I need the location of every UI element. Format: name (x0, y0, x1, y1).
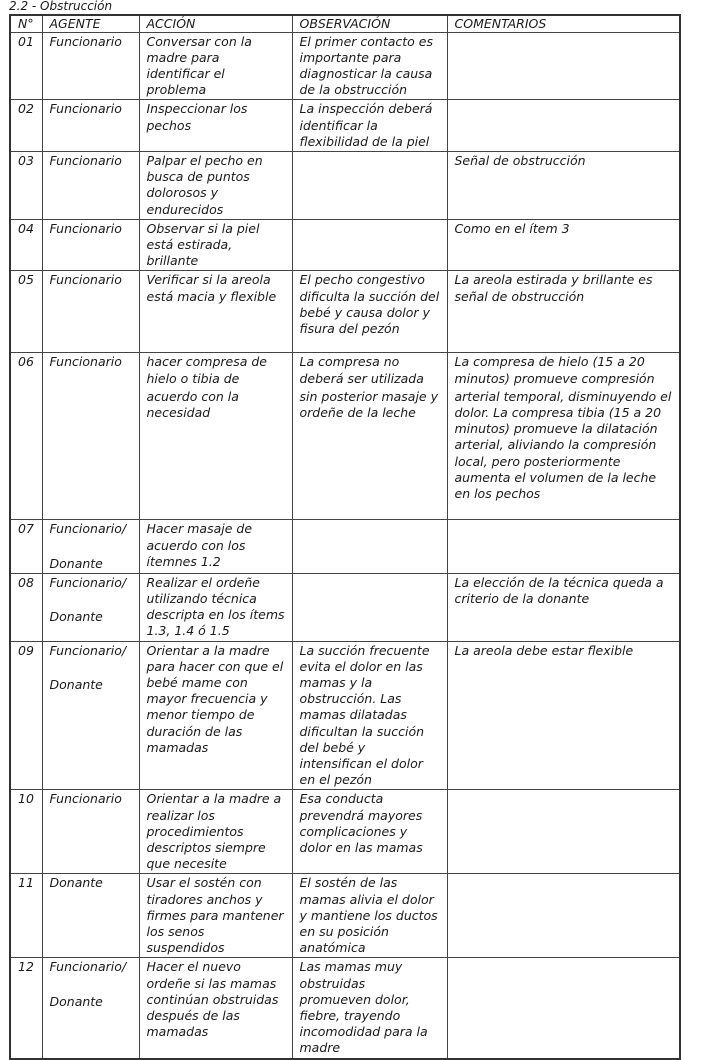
agent-line-2: Donante (49, 993, 103, 1009)
row-number: 02 (10, 100, 42, 152)
row-agent (42, 520, 139, 573)
row-action: Palpar el pecho en busca de puntos dolorosos y endurecidos (139, 151, 292, 219)
row-agent (42, 641, 139, 790)
row-action: Conversar con la madre para identificar el problema (139, 32, 292, 100)
table-row (10, 353, 680, 388)
row-comments: La areola estirada y brillante es señal de obstrucción (447, 271, 680, 353)
row-comments: La elección de la técnica queda a criterio de la donante (447, 573, 680, 641)
row-agent: Funcionario (42, 353, 139, 388)
row-number: 01 (10, 32, 42, 100)
row-action: Orientar a la madre a realizar los procedimientos descriptos siempre que necesite (139, 790, 292, 874)
row-agent (42, 958, 139, 1059)
row-number: 09 (10, 641, 42, 790)
row-number (10, 388, 42, 520)
row-comments (447, 790, 680, 874)
row-action: Verificar si la areola está macia y flexible (139, 271, 292, 353)
row-agent: Funcionario (42, 790, 139, 874)
row-action: Hacer masaje de acuerdo con los ítemnes 1.2 (139, 520, 292, 573)
table-row (10, 520, 680, 573)
table-row (10, 641, 680, 790)
row-number: 04 (10, 219, 42, 271)
agent-line-1: Funcionario/ (49, 959, 127, 975)
row-number: 03 (10, 151, 42, 219)
table-row (10, 790, 680, 874)
header-observation: OBSERVACIÓN (292, 15, 447, 32)
row-comments: La areola debe estar flexible (447, 641, 680, 790)
agent-line-2: Donante (49, 608, 103, 624)
agent-line-2: Donante (49, 555, 103, 571)
row-comments (447, 520, 680, 573)
agent-line-1: Funcionario/ (49, 574, 127, 590)
row-agent (42, 388, 139, 520)
table-row (10, 32, 680, 100)
row-observation: sin posterior masaje y ordeñe de la leche (292, 388, 447, 520)
row-action: Orientar a la madre para hacer con que el bebé mame con mayor frecuencia y menor tiempo de duración de las mamadas (139, 641, 292, 790)
row-number: 06 (10, 353, 42, 388)
row-comments (447, 874, 680, 958)
row-action: Realizar el ordeñe utilizando técnica descripta en los ítems 1.3, 1.4 ó 1.5 (139, 573, 292, 641)
row-comments: La compresa de hielo (15 a 20 minutos) promueve compresión (447, 353, 680, 388)
row-observation (292, 573, 447, 641)
agent-line-1: Funcionario/ (49, 642, 127, 658)
row-number: 12 (10, 958, 42, 1059)
row-number: 10 (10, 790, 42, 874)
header-row (10, 15, 680, 32)
row-observation: Esa conducta prevendrá mayores complicaciones y dolor en las mamas (292, 790, 447, 874)
table-row (10, 100, 680, 152)
row-agent (42, 573, 139, 641)
header-number: N° (10, 15, 42, 32)
row-agent: Funcionario (42, 271, 139, 353)
row-observation: El sostén de las mamas alivia el dolor y mantiene los ductos en su posición anatómica (292, 874, 447, 958)
agent-line-1: Funcionario/ (49, 521, 127, 537)
row-observation: Las mamas muy obstruidas promueven dolor, fiebre, trayendo incomodidad para la madre (292, 958, 447, 1059)
obstruction-procedure-table (9, 14, 681, 1060)
row-agent: Funcionario (42, 32, 139, 100)
row-observation (292, 151, 447, 219)
row-agent: Funcionario (42, 151, 139, 219)
row-observation (292, 219, 447, 271)
table-row (10, 151, 680, 219)
row-number: 08 (10, 573, 42, 641)
row-comments: Como en el ítem 3 (447, 219, 680, 271)
header-comments: COMENTARIOS (447, 15, 680, 32)
table-row (10, 958, 680, 1059)
row-agent: Donante (42, 874, 139, 958)
table-row (10, 219, 680, 271)
row-comments (447, 32, 680, 100)
header-agent: AGENTE (42, 15, 139, 32)
row-observation: El primer contacto es importante para diagnosticar la causa de la obstrucción (292, 32, 447, 100)
row-number: 11 (10, 874, 42, 958)
table-row (10, 874, 680, 958)
row-comments: arterial temporal, disminuyendo el dolor. La compresa tibia (15 a 20 minutos) promueve la dilatación arterial, aliviando la compresión local, pero posteriormente aumenta el volumen de la leche en los pechos (447, 388, 680, 520)
section-title: 2.2 - Obstrucción (9, 0, 113, 13)
row-observation: La succión frecuente evita el dolor en las mamas y la obstrucción. Las mamas dilatadas dificultan la succión del bebé y intensifican el dolor en el pezón (292, 641, 447, 790)
table-row (10, 271, 680, 353)
row-observation (292, 520, 447, 573)
row-agent: Funcionario (42, 219, 139, 271)
row-comments: Señal de obstrucción (447, 151, 680, 219)
row-action: Hacer el nuevo ordeñe si las mamas continúan obstruidas después de las mamadas (139, 958, 292, 1059)
row-action: acuerdo con la necesidad (139, 388, 292, 520)
header-action: ACCIÓN (139, 15, 292, 32)
row-observation: La inspección deberá identificar la flexibilidad de la piel (292, 100, 447, 152)
row-action: Usar el sostén con tiradores anchos y firmes para mantener los senos suspendidos (139, 874, 292, 958)
row-observation: La compresa no deberá ser utilizada (292, 353, 447, 388)
row-observation: El pecho congestivo dificulta la succión del bebé y causa dolor y fisura del pezón (292, 271, 447, 353)
row-comments (447, 100, 680, 152)
row-agent: Funcionario (42, 100, 139, 152)
row-comments (447, 958, 680, 1059)
row-action: Inspeccionar los pechos (139, 100, 292, 152)
row-action: Observar si la piel está estirada, brillante (139, 219, 292, 271)
row-number: 07 (10, 520, 42, 573)
row-action: hacer compresa de hielo o tibia de (139, 353, 292, 388)
agent-line-2: Donante (49, 676, 103, 692)
table-row-continuation (10, 388, 680, 520)
row-number: 05 (10, 271, 42, 353)
table-row (10, 573, 680, 641)
